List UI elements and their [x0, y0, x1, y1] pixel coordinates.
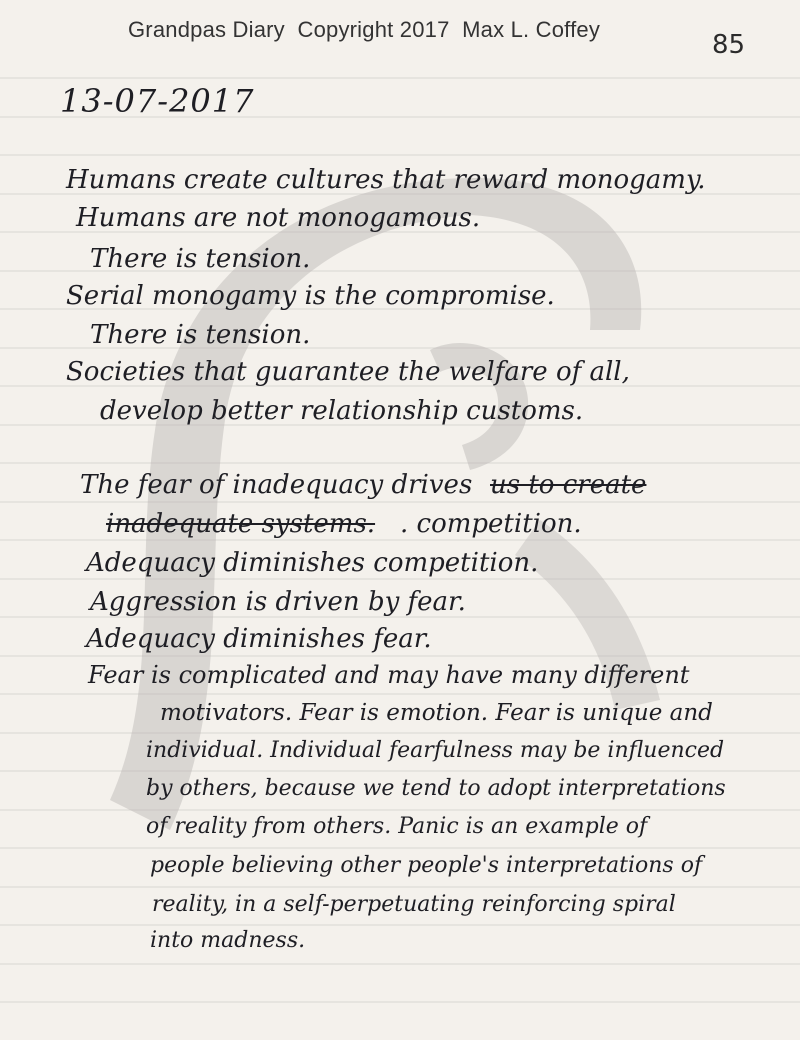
entry-line: Serial monogamy is the compromise. — [66, 281, 555, 311]
page-header-title: Grandpas Diary Copyright 2017 Max L. Coffey — [128, 17, 601, 42]
entry-line: of reality from others. Panic is an example of — [146, 814, 648, 839]
entry-line: The fear of inadequacy drives — [80, 470, 473, 500]
crossed-out-text: inadequate systems. — [106, 509, 376, 539]
entry-line: There is tension. — [90, 244, 311, 274]
entry-line: Aggression is driven by fear. — [90, 587, 466, 617]
entry-line: Fear is complicated and may have many different — [88, 661, 690, 689]
entry-line: Adequacy diminishes fear. — [86, 624, 432, 654]
entry-line: into madness. — [150, 928, 306, 953]
entry-line: Humans are not monogamous. — [76, 203, 481, 233]
entry-line: by others, because we tend to adopt interpretations — [146, 776, 726, 801]
entry-line: motivators. Fear is emotion. Fear is unique and — [160, 700, 713, 726]
entry-line: individual. Individual fearfulness may be influenced — [146, 738, 725, 763]
entry-line: reality, in a self-perpetuating reinforcing spiral — [152, 892, 676, 917]
entry-line: Humans create cultures that reward monogamy. — [66, 165, 706, 195]
entry-date: 13-07-2017 — [60, 82, 255, 120]
entry-line: people believing other people's interpretations of — [150, 853, 703, 878]
page-number: 85 — [712, 30, 746, 60]
entry-line: Adequacy diminishes competition. — [86, 548, 539, 578]
entry-line: There is tension. — [90, 320, 311, 350]
entry-line: develop better relationship customs. — [100, 396, 584, 426]
entry-line: . competition. — [400, 509, 582, 539]
entry-line: Societies that guarantee the welfare of all, — [66, 357, 630, 387]
watermark-body — [110, 178, 641, 830]
crossed-out-text: us to create — [490, 470, 647, 500]
